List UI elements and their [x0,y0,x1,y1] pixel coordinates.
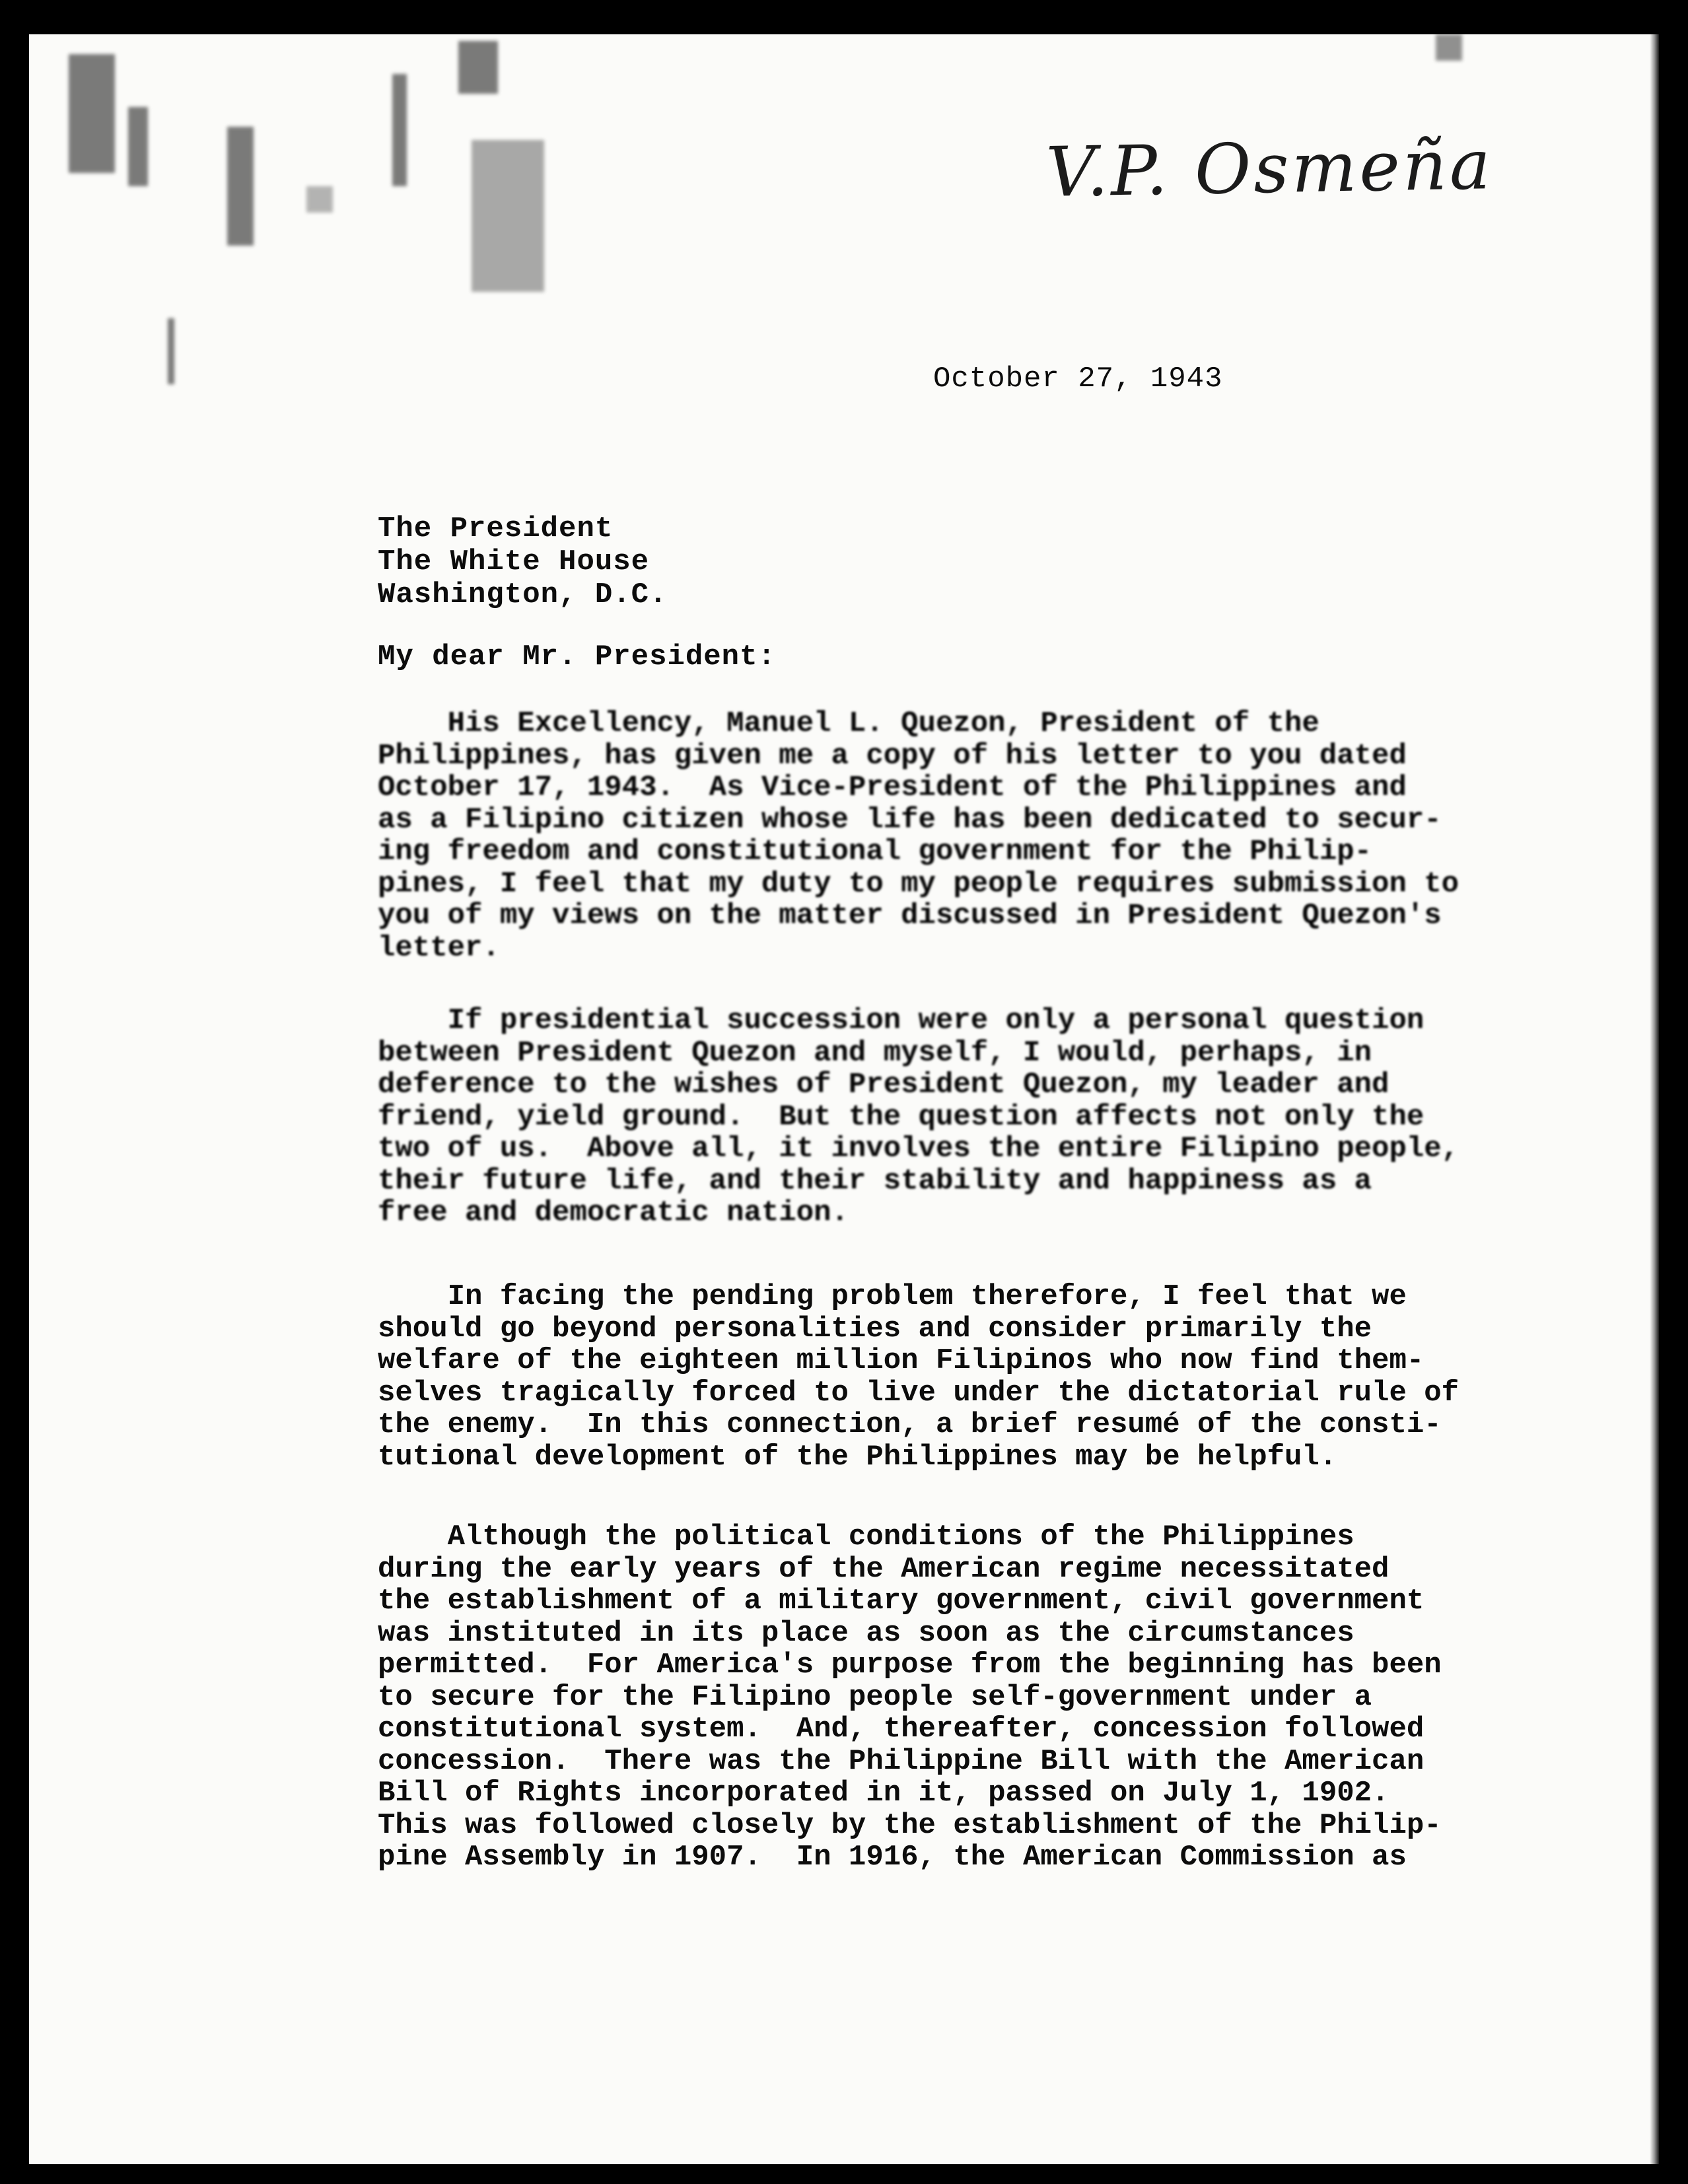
text-line: you of my views on the matter discussed in President Quezon's [378,899,1442,932]
letter-date: October 27, 1943 [933,362,1223,395]
text-line: friend, yield ground. But the question affects not only the [378,1100,1424,1134]
page-edge-shadow [1650,34,1659,2164]
scan-smudge [168,318,174,384]
handwritten-annotation: V.P. Osmeña [1045,124,1494,213]
text-line: tutional development of the Philippines may be helpful. [378,1440,1337,1474]
text-line: pines, I feel that my duty to my people requires submission to [378,867,1459,901]
text-line: welfare of the eighteen million Filipinos who now find them- [378,1344,1424,1377]
text-line: was instituted in its place as soon as the circumstances [378,1616,1354,1650]
text-line: letter. [378,931,500,965]
scan-smudge [472,140,544,292]
address-line: The White House [378,545,650,578]
text-line: constitutional system. And, thereafter, concession followed [378,1713,1424,1746]
text-line: selves tragically forced to live under the dictatorial rule of [378,1376,1459,1410]
text-line: between President Quezon and myself, I would, perhaps, in [378,1036,1372,1070]
text-line: This was followed closely by the establishment of the Philip- [378,1808,1442,1842]
text-line: deference to the wishes of President Quezon, my leader and [378,1068,1389,1101]
text-line: Philippines, has given me a copy of his letter to you dated [378,739,1407,772]
scan-smudge [392,74,407,186]
text-line: two of us. Above all, it involves the entire Filipino people, [378,1132,1459,1165]
text-line: Bill of Rights incorporated in it, passed on July 1, 1902. [378,1777,1389,1810]
paragraph [378,707,1459,965]
text-line: October 17, 1943. As Vice-President of the Philippines and [378,771,1407,804]
letter-page [29,34,1659,2164]
text-line: His Excellency, Manuel L. Quezon, President of the [378,707,1319,740]
text-line: the enemy. In this connection, a brief resumé of the consti- [378,1408,1442,1441]
text-line: Although the political conditions of the Philippines [378,1520,1354,1553]
text-line: If presidential succession were only a personal question [378,1004,1424,1037]
scan-smudge [458,41,498,94]
text-line: should go beyond personalities and consider primarily the [378,1312,1372,1346]
text-line: concession. There was the Philippine Bill with the American [378,1744,1424,1778]
paragraph [378,1280,1459,1474]
paragraph [378,1521,1448,1874]
text-line: the establishment of a military government, civil government [378,1585,1424,1618]
text-line: to secure for the Filipino people self-government under a [378,1680,1372,1714]
scan-smudge [1436,34,1462,61]
text-line: permitted. For America's purpose from the beginning has been [378,1649,1442,1682]
text-line: during the early years of the American regime necessitated [378,1552,1389,1586]
text-line: free and democratic nation. [378,1196,849,1229]
scan-smudge [128,107,148,186]
scan-smudge [69,54,115,173]
text-line: as a Filipino citizen whose life has been dedicated to secur- [378,803,1442,836]
scan-smudge [227,127,254,246]
scan-smudge [306,186,333,213]
text-line: pine Assembly in 1907. In 1916, the American Commission as [378,1841,1407,1874]
salutation: My dear Mr. President: [378,640,776,673]
paragraph [378,1004,1459,1229]
text-line: their future life, and their stability and happiness as a [378,1164,1372,1198]
address-line: Washington, D.C. [378,578,668,611]
address-line: The President [378,512,614,545]
text-line: In facing the pending problem therefore, I feel that we [378,1280,1407,1313]
text-line: ing freedom and constitutional government for the Philip- [378,835,1372,868]
